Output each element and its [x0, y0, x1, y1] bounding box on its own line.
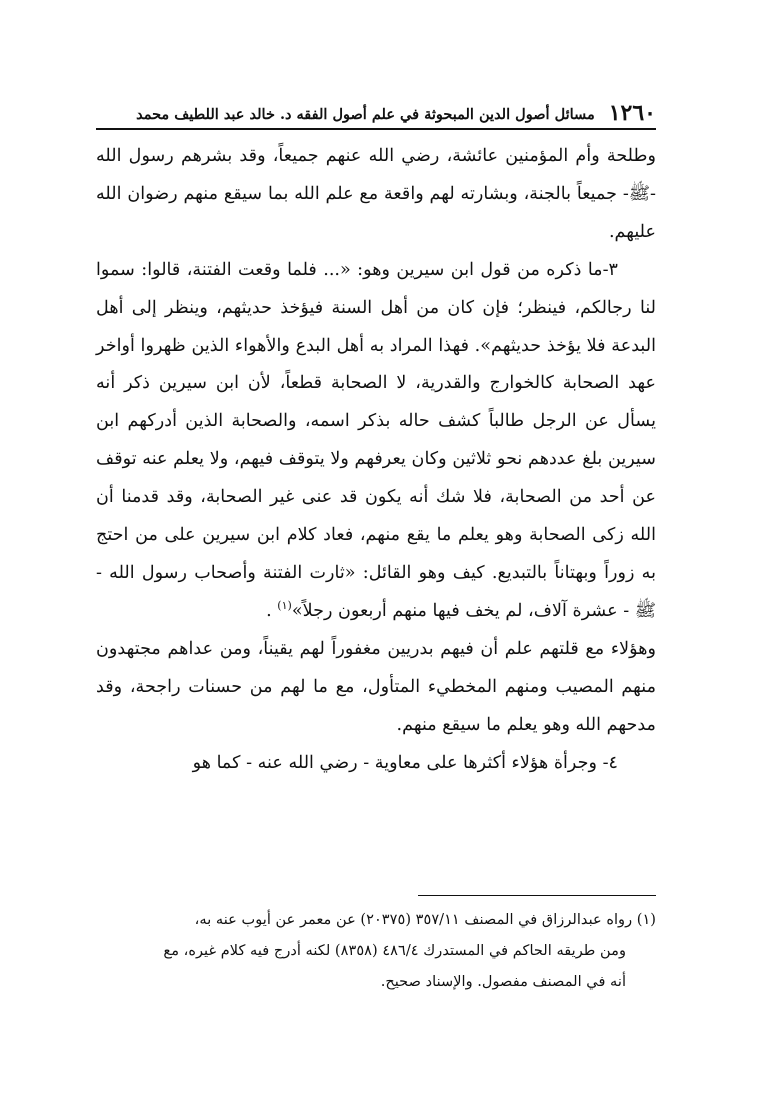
paragraph-3: وهؤلاء مع قلتهم علم أن فيهم بدريين مغفوراً لهم يقيناً، ومن عداهم مجتهدون منهم المصيب ومنهم المخطيء المتأول، مع ما لهم من حسنات راجحة، وقد مدحهم الله وهو يعلم ما سيقع منهم.: [96, 638, 656, 735]
footnotes: [96, 904, 656, 997]
footnote-1-line-3: أنه في المصنف مفصول. والإسناد صحيح.: [380, 973, 626, 990]
paragraph-1: وطلحة وأم المؤمنين عائشة، رضي الله عنهم جميعاً، وقد بشرهم رسول الله -ﷺ- جميعاً بالجنة، وبشارته لهم واقعة مع علم الله بما سيقع منهم رضوان الله عليهم.: [96, 146, 656, 242]
paragraph-2-text: ٣-ما ذكره من قول ابن سيرين وهو: «... فلما وقعت الفتنة، قالوا: سموا لنا رجالكم، فينظر؛ فإن كان من أهل السنة فيؤخذ حديثهم، وينظر إلى أهل البدعة فلا يؤخذ حديثهم». فهذا المراد به أهل البدع والأهواء الذين ظهروا أواخر عهد الصحابة كالخوارج والقدرية، لا الصحابة قطعاً، لأن ابن سيرين ذكر أنه يسأل عن الرجل طالباً كشف حاله بذكر اسمه، والصحابة الذين أدركهم ابن سيرين بلغ عددهم نحو ثلاثين وكان يعرفهم ولا يتوقف فيهم، ولا يعلم عنه توقف عن أحد من الصحابة، فلا شك أنه يكون قد عنى غير الصحابة، وقد قدمنا أن الله زكى الصحابة وهو يعلم ما يقع منهم، فعاد كلام ابن سيرين على من احتج به زوراً وبهتاناً بالتبديع. كيف وهو القائل: «ثارت الفتنة وأصحاب رسول الله - ﷺ - عشرة آلاف، لم يخف فيها منهم أربعون رجلاً»: [96, 259, 656, 621]
footnote-reference: (١): [277, 599, 292, 613]
footnote-separator: [418, 895, 656, 896]
footnote-1-line-1: (١) رواه عبدالرزاق في المصنف ٣٥٧/١١ (٢٠٣٧٥) عن معمر عن أيوب عنه به،: [194, 911, 656, 928]
paragraph-2: [96, 252, 656, 631]
footnote-1-line-2: ومن طريقه الحاكم في المستدرك ٤٨٦/٤ (٨٣٥٨) لكنه أدرج فيه كلام غيره، مع: [163, 942, 626, 959]
page-header: [96, 98, 656, 130]
main-text: [96, 138, 656, 782]
paragraph-4: ٤- وجرأة هؤلاء أكثرها على معاوية - رضي الله عنه - كما هو: [192, 752, 618, 773]
running-title: مسائل أصول الدين المبحوثة في علم أصول الفقه د. خالد عبد اللطيف محمد: [136, 106, 595, 123]
page-number: ١٢٦٠: [608, 100, 656, 126]
paragraph-2-end: .: [266, 600, 272, 621]
